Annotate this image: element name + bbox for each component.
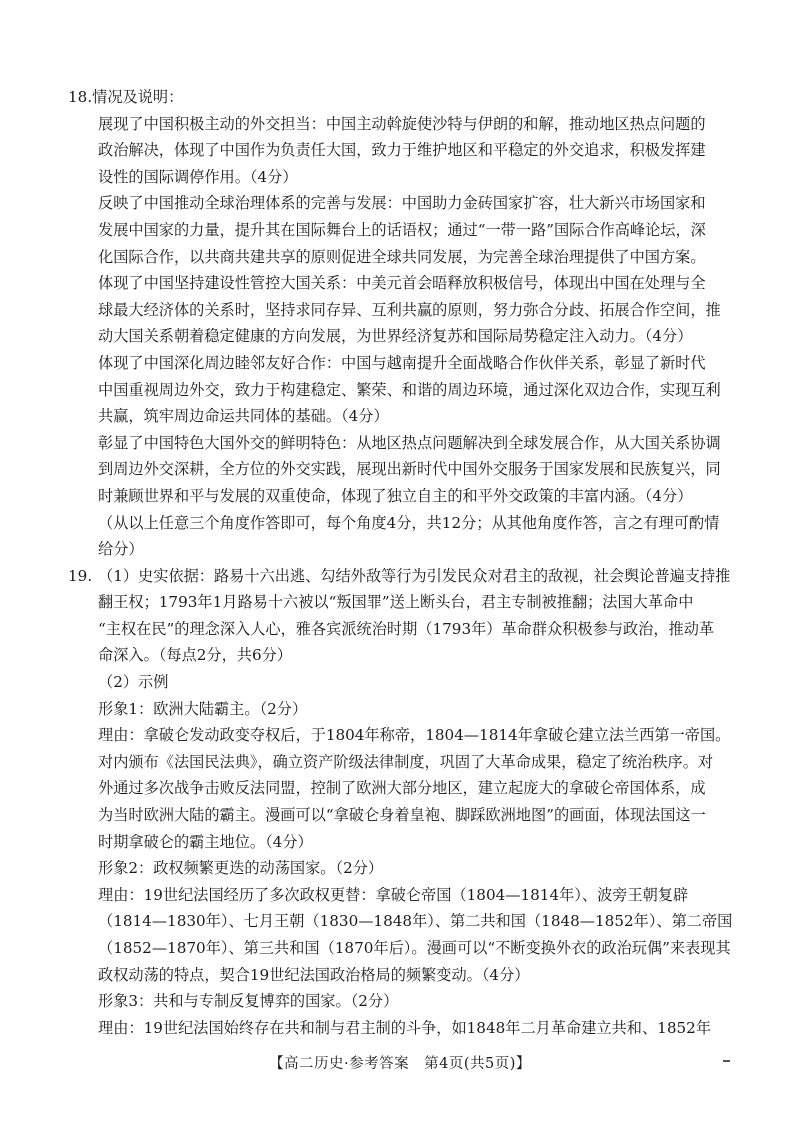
answer-line: 给分）	[98, 540, 144, 559]
answer-line: 理由：19世纪法国始终存在共和制与君主制的斗争，如1848年二月革命建立共和、1852年	[98, 1018, 712, 1037]
question-19-first-line	[68, 563, 732, 590]
corner-mark	[723, 1060, 730, 1062]
question-18-heading: 18.情况及说明：	[68, 88, 184, 106]
answer-content	[68, 84, 732, 1041]
answer-line: 共赢，筑牢周边命运共同体的基础。（4分）	[98, 407, 389, 426]
answer-line: 到周边外交深耕，全方位的外交实践，展现出新时代中国外交服务于国家发展和民族复兴，同	[98, 460, 721, 479]
answer-line: 理由：19世纪法国经历了多次政权更替：拿破仑帝国（1804—1814年）、波旁王朝复辟	[98, 885, 689, 904]
answer-line: 命深入。（每点2分，共6分）	[98, 646, 292, 665]
answer-line: 对内颁布《法国民法典》，确立资产阶级法律制度，巩固了大革命成果，稳定了统治秩序。对	[98, 752, 714, 771]
answer-line: （2）示例	[98, 673, 169, 692]
answer-line: “主权在民”的理念深入人心，雅各宾派统治时期（1793年）革命群众积极参与政治，推动革	[98, 619, 715, 638]
answer-line: 中国重视周边外交，致力于构建稳定、繁荣、和谐的周边环境，通过深化双边合作，实现互利	[98, 380, 721, 399]
answer-line: 理由：拿破仑发动政变夺权后，于1804年称帝，1804—1814年拿破仑建立法兰西第一帝国。	[98, 726, 731, 745]
answer-line: 展现了中国积极主动的外交担当：中国主动斡旋使沙特与伊朗的和解，推动地区热点问题的	[98, 114, 706, 133]
answer-line: （1）史实依据：路易十六出逃、勾结外敌等行为引发民众对君主的敌视，社会舆论普遍支持推	[98, 566, 731, 585]
answer-line: 形象2：政权频繁更迭的动荡国家。（2分）	[98, 859, 384, 878]
answer-line: 反映了中国推动全球治理体系的完善与发展：中国助力金砖国家扩容，壮大新兴市场国家和	[98, 194, 706, 213]
answer-line: 外通过多次战争击败反法同盟，控制了欧洲大部分地区，建立起庞大的拿破仑帝国体系，成	[98, 779, 706, 798]
answer-line: 形象1：欧洲大陆霸主。（2分）	[98, 699, 308, 718]
answer-line: （1852—1870年）、第三共和国（1870年后）。漫画可以“不断变换外衣的政治玩偶”来表现其	[98, 939, 731, 957]
answer-line: 翻王权；1793年1月路易十六被以“叛国罪”送上断头台，君主专制被推翻；法国大革命中	[98, 593, 694, 612]
question-19-number: 19.	[68, 566, 93, 585]
answer-line: 动大国关系朝着稳定健康的方向发展，为世界经济复苏和国际局势稳定注入动力。（4分）	[98, 327, 693, 346]
answer-line: 政治解决，体现了中国作为负责任大国，致力于维护地区和平稳定的外交追求，积极发挥建	[98, 141, 706, 160]
answer-line: 彰显了中国特色大国外交的鲜明特色：从地区热点问题解决到全球发展合作，从大国关系协调	[98, 433, 721, 452]
question-19-answer	[68, 589, 732, 1041]
answer-line: 形象3：共和与专制反复博弈的国家。（2分）	[98, 992, 399, 1011]
answer-line: 时期拿破仑的霸主地位。（4分）	[98, 832, 313, 851]
answer-line: 体现了中国深化周边睦邻友好合作：中国与越南提升全面战略合作伙伴关系，彰显了新时代	[98, 353, 706, 372]
answer-line: 设性的国际调停作用。（4分）	[98, 167, 298, 186]
answer-line: 体现了中国坚持建设性管控大国关系：中美元首会晤释放积极信号，体现出中国在处理与全	[98, 274, 706, 293]
answer-line: 政权动荡的特点，契合19世纪法国政治格局的频繁变动。（4分）	[98, 965, 530, 984]
answer-line: 发展中国家的力量，提升其在国际舞台上的话语权；通过“一带一路”国际合作高峰论坛，深	[98, 220, 706, 239]
answer-line: 化国际合作，以共商共建共享的原则促进全球共同发展，为完善全球治理提供了中国方案。	[98, 247, 706, 266]
answer-line: 时兼顾世界和平与发展的双重使命，体现了独立自主的和平外交政策的丰富内涵。（4分）	[98, 486, 693, 505]
answer-line: 球最大经济体的关系时，坚持求同存异、互利共赢的原则，努力弥合分歧、拓展合作空间，推	[98, 300, 721, 319]
answer-line: （1814—1830年）、七月王朝（1830—1848年）、第二共和国（1848—1852年）、第二帝国	[98, 912, 732, 931]
answer-line: 为当时欧洲大陆的霸主。漫画可以“拿破仑身着皇袍、脚踩欧洲地图”的画面，体现法国这一	[98, 806, 706, 825]
page-footer: 【高二历史·参考答案 第4页(共5页)】	[269, 1056, 531, 1072]
answer-line: （从以上任意三个角度作答即可，每个角度4分，共12分；从其他角度作答，言之有理可酌情	[98, 513, 720, 532]
question-18-answer	[68, 111, 732, 563]
